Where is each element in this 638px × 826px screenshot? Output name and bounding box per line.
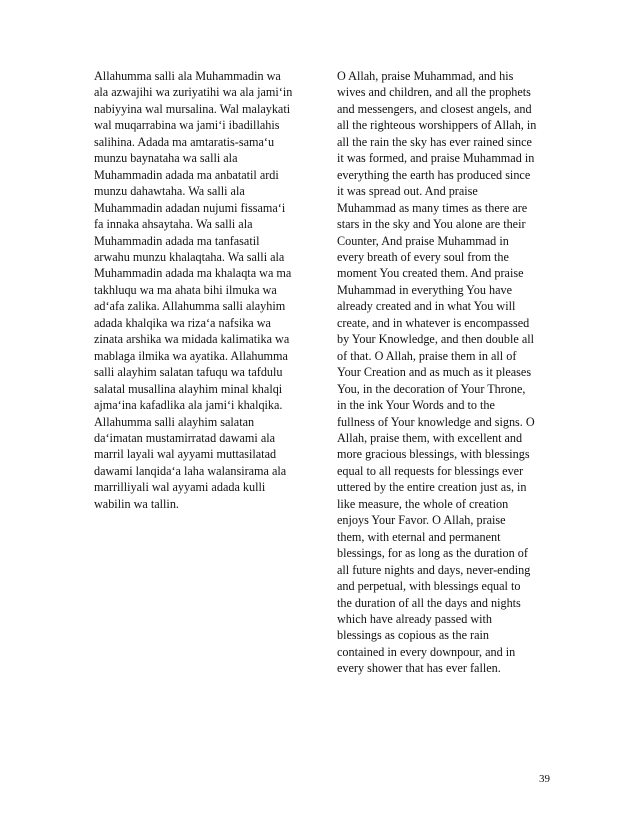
transliteration-line: Allahumma salli alayhim salatan — [94, 414, 255, 429]
translation-line: in the ink Your Words and to the — [337, 398, 495, 413]
translation-line: uttered by the entire creation just as, in — [337, 480, 527, 495]
translation-line: all the rain the sky has ever rained since — [337, 134, 532, 149]
translation-line: every breath of every soul from the — [337, 249, 509, 264]
translation-line: Your Creation and as much as it pleases — [337, 365, 532, 380]
translation-line: blessings as copious as the rain — [337, 628, 489, 643]
translation-line: fullness of Your knowledge and signs. O — [337, 414, 535, 429]
translation-line: everything the earth has produced since — [337, 167, 531, 182]
transliteration-line: ad‘afa zalika. Allahumma salli alayhim — [94, 299, 286, 314]
translation-line: blessings, for as long as the duration of — [337, 546, 528, 561]
translation-line: Allah, praise them, with excellent and — [337, 430, 523, 445]
translation-line: it was spread out. And praise — [337, 184, 478, 199]
translation-line: Counter, And praise Muhammad in — [337, 233, 509, 248]
translation-column — [337, 68, 549, 677]
transliteration-line: da‘imatan mustamirratad dawami ala — [94, 430, 276, 445]
translation-line: all future nights and days, never-ending — [337, 562, 531, 577]
transliteration-line: ajma‘ina kafadlika ala jami‘i khalqika. — [94, 398, 283, 413]
transliteration-line: marrilliyali wal ayyami adada kulli — [94, 480, 266, 495]
translation-line: and messengers, and closest angels, and — [337, 101, 532, 116]
transliteration-line: nabiyyina wal mursalina. Wal malaykati — [94, 101, 291, 116]
translation-line: like measure, the whole of creation — [337, 496, 509, 511]
translation-line: contained in every downpour, and in — [337, 644, 516, 659]
translation-line: You, in the decoration of Your Throne, — [337, 381, 526, 396]
translation-line: them, with eternal and permanent — [337, 529, 501, 544]
transliteration-line: Muhammadin adada ma anbatatil ardi — [94, 167, 279, 182]
transliteration-line: munzu baynataha wa salli ala — [94, 151, 238, 166]
translation-line: already created and in what You will — [337, 299, 516, 314]
translation-line: Muhammad in everything You have — [337, 282, 513, 297]
translation-line: enjoys Your Favor. O Allah, praise — [337, 513, 506, 528]
translation-line: more gracious blessings, with blessings — [337, 447, 530, 462]
transliteration-line: Muhammadin adadan nujumi fissama‘i — [94, 200, 286, 215]
transliteration-line: Allahumma salli ala Muhammadin wa — [94, 69, 281, 83]
transliteration-line: fa innaka ahsaytaha. Wa salli ala — [94, 217, 253, 232]
translation-line: create, and in whatever is encompassed — [337, 315, 530, 330]
transliteration-line: adada khalqika wa riza‘a nafsika wa — [94, 315, 271, 330]
translation-line: stars in the sky and You alone are their — [337, 217, 526, 232]
translation-line: it was formed, and praise Muhammad in — [337, 151, 535, 166]
translation-line: by Your Knowledge, and then double all — [337, 332, 535, 347]
transliteration-line: Muhammadin adada ma khalaqta wa ma — [94, 266, 292, 281]
translation-line: equal to all requests for blessings ever — [337, 463, 524, 478]
transliteration-line: wabilin wa tallin. — [94, 496, 179, 511]
transliteration-line: takhluqu wa ma ahata bihi ilmuka wa — [94, 282, 277, 297]
translation-line: the duration of all the days and nights — [337, 595, 521, 610]
transliteration-line: munzu dahawtaha. Wa salli ala — [94, 184, 245, 199]
transliteration-column — [94, 68, 316, 512]
translation-line: O Allah, praise Muhammad, and his — [337, 69, 514, 83]
transliteration-line: salihina. Adada ma amtaratis-sama‘u — [94, 134, 275, 149]
transliteration-line: mablaga ilmika wa ayatika. Allahumma — [94, 348, 288, 363]
transliteration-line: salli alayhim salatan tafuqu wa tafdulu — [94, 365, 283, 380]
transliteration-line: ala azwajihi wa zuriyatihi wa ala jami‘in — [94, 85, 293, 100]
translation-line: of that. O Allah, praise them in all of — [337, 348, 517, 363]
transliteration-line: salatal musallina alayhim minal khalqi — [94, 381, 283, 396]
transliteration-line: marril layali wal ayyami muttasilatad — [94, 447, 277, 462]
transliteration-line: arwahu munzu khalaqtaha. Wa salli ala — [94, 249, 285, 264]
translation-line: moment You created them. And praise — [337, 266, 524, 281]
translation-line: Muhammad as many times as there are — [337, 200, 528, 215]
translation-line: wives and children, and all the prophets — [337, 85, 531, 100]
translation-line: which have already passed with — [337, 611, 492, 626]
translation-line: and perpetual, with blessings equal to — [337, 579, 521, 594]
translation-line: all the righteous worshippers of Allah, in — [337, 118, 537, 133]
transliteration-line: zinata arshika wa midada kalimatika wa — [94, 332, 290, 347]
transliteration-line: wal muqarrabina wa jami‘i ibadillahis — [94, 118, 280, 133]
transliteration-line: dawami lanqida‘a laha walansirama ala — [94, 463, 287, 478]
transliteration-line: Muhammadin adada ma tanfasatil — [94, 233, 260, 248]
translation-line: every shower that has ever fallen. — [337, 661, 501, 676]
page-number: 39 — [539, 773, 550, 785]
